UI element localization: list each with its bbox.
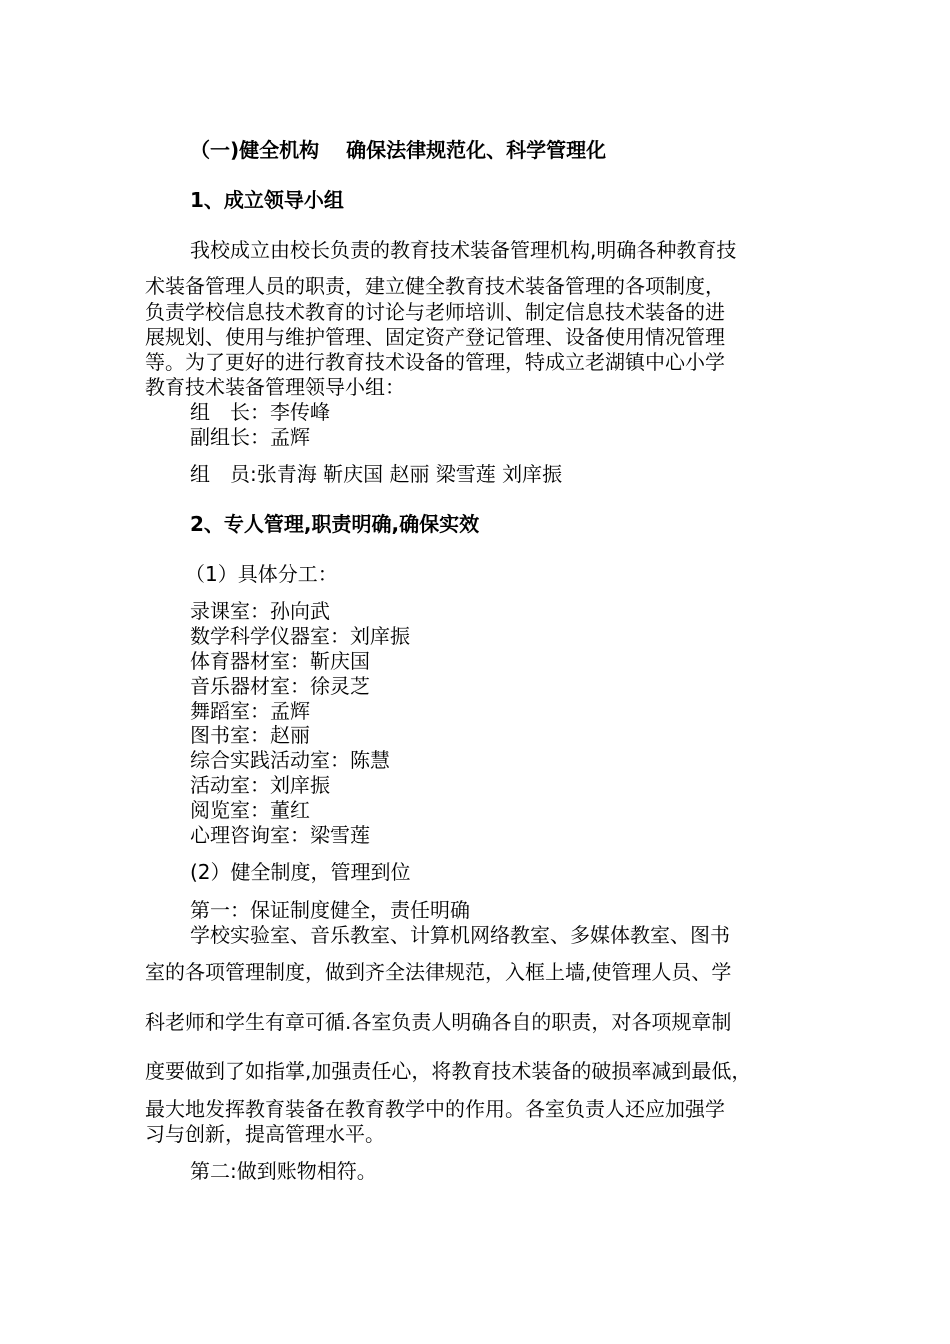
room-assignment: 图书室：赵丽 (190, 723, 310, 747)
paragraph-line: 等。为了更好的进行教育技术设备的管理，特成立老湖镇中心小学 (145, 350, 725, 374)
paragraph-line: 术装备管理人员的职责，建立健全教育技术装备管理的各项制度， (145, 274, 725, 298)
room-assignment: 活动室：刘庠振 (190, 773, 330, 797)
room-assignment: 体育器材室：靳庆国 (190, 649, 370, 673)
paragraph-line: 负责学校信息技术教育的讨论与老师培训、制定信息技术装备的进 (145, 300, 725, 324)
paragraph-line: 科老师和学生有章可循.各室负责人明确各自的职责，对各项规章制 (145, 1010, 732, 1034)
paragraph-line: 室的各项管理制度，做到齐全法律规范，入框上墙,使管理人员、学 (145, 960, 732, 984)
subsection-title-1: 1、成立领导小组 (190, 188, 344, 212)
room-assignment: 阅览室：董红 (190, 798, 310, 822)
room-assignment: 心理咨询室：梁雪莲 (190, 823, 370, 847)
room-assignment: 录课室：孙向武 (190, 599, 330, 623)
room-assignment: 舞蹈室：孟辉 (190, 699, 310, 723)
division-heading: （1）具体分工： (185, 562, 338, 586)
room-assignment: 数学科学仪器室：刘庠振 (190, 624, 410, 648)
paragraph-line: 最大地发挥教育装备在教育教学中的作用。各室负责人还应加强学 (145, 1097, 725, 1121)
paragraph-line: 习与创新，提高管理水平。 (145, 1122, 385, 1146)
paragraph-line: 学校实验室、音乐教室、计算机网络教室、多媒体教室、图书 (190, 923, 730, 947)
room-assignment: 音乐器材室：徐灵芝 (190, 674, 370, 698)
vice-leader: 副组长：孟辉 (190, 425, 310, 449)
group-leader: 组 长：李传峰 (190, 400, 330, 424)
paragraph-line: 教育技术装备管理领导小组： (145, 375, 405, 399)
paragraph-line: 我校成立由校长负责的教育技术装备管理机构,明确各种教育技 (190, 238, 737, 262)
second-heading: 第二:做到账物相符。 (190, 1159, 377, 1183)
section-title: （一)健全机构 确保法律规范化、科学管理化 (190, 138, 607, 162)
first-heading: 第一：保证制度健全，责任明确 (190, 898, 470, 922)
system-heading: (2）健全制度，管理到位 (190, 860, 411, 884)
subsection-title-2: 2、专人管理,职责明确,确保实效 (190, 512, 480, 536)
paragraph-line: 展规划、使用与维护管理、固定资产登记管理、设备使用情况管理 (145, 325, 725, 349)
group-members: 组 员:张青海 靳庆国 赵丽 梁雪莲 刘庠振 (190, 462, 563, 486)
room-assignment: 综合实践活动室：陈慧 (190, 748, 390, 772)
paragraph-line: 度要做到了如指掌,加强责任心，将教育技术装备的破损率减到最低， (145, 1059, 752, 1083)
